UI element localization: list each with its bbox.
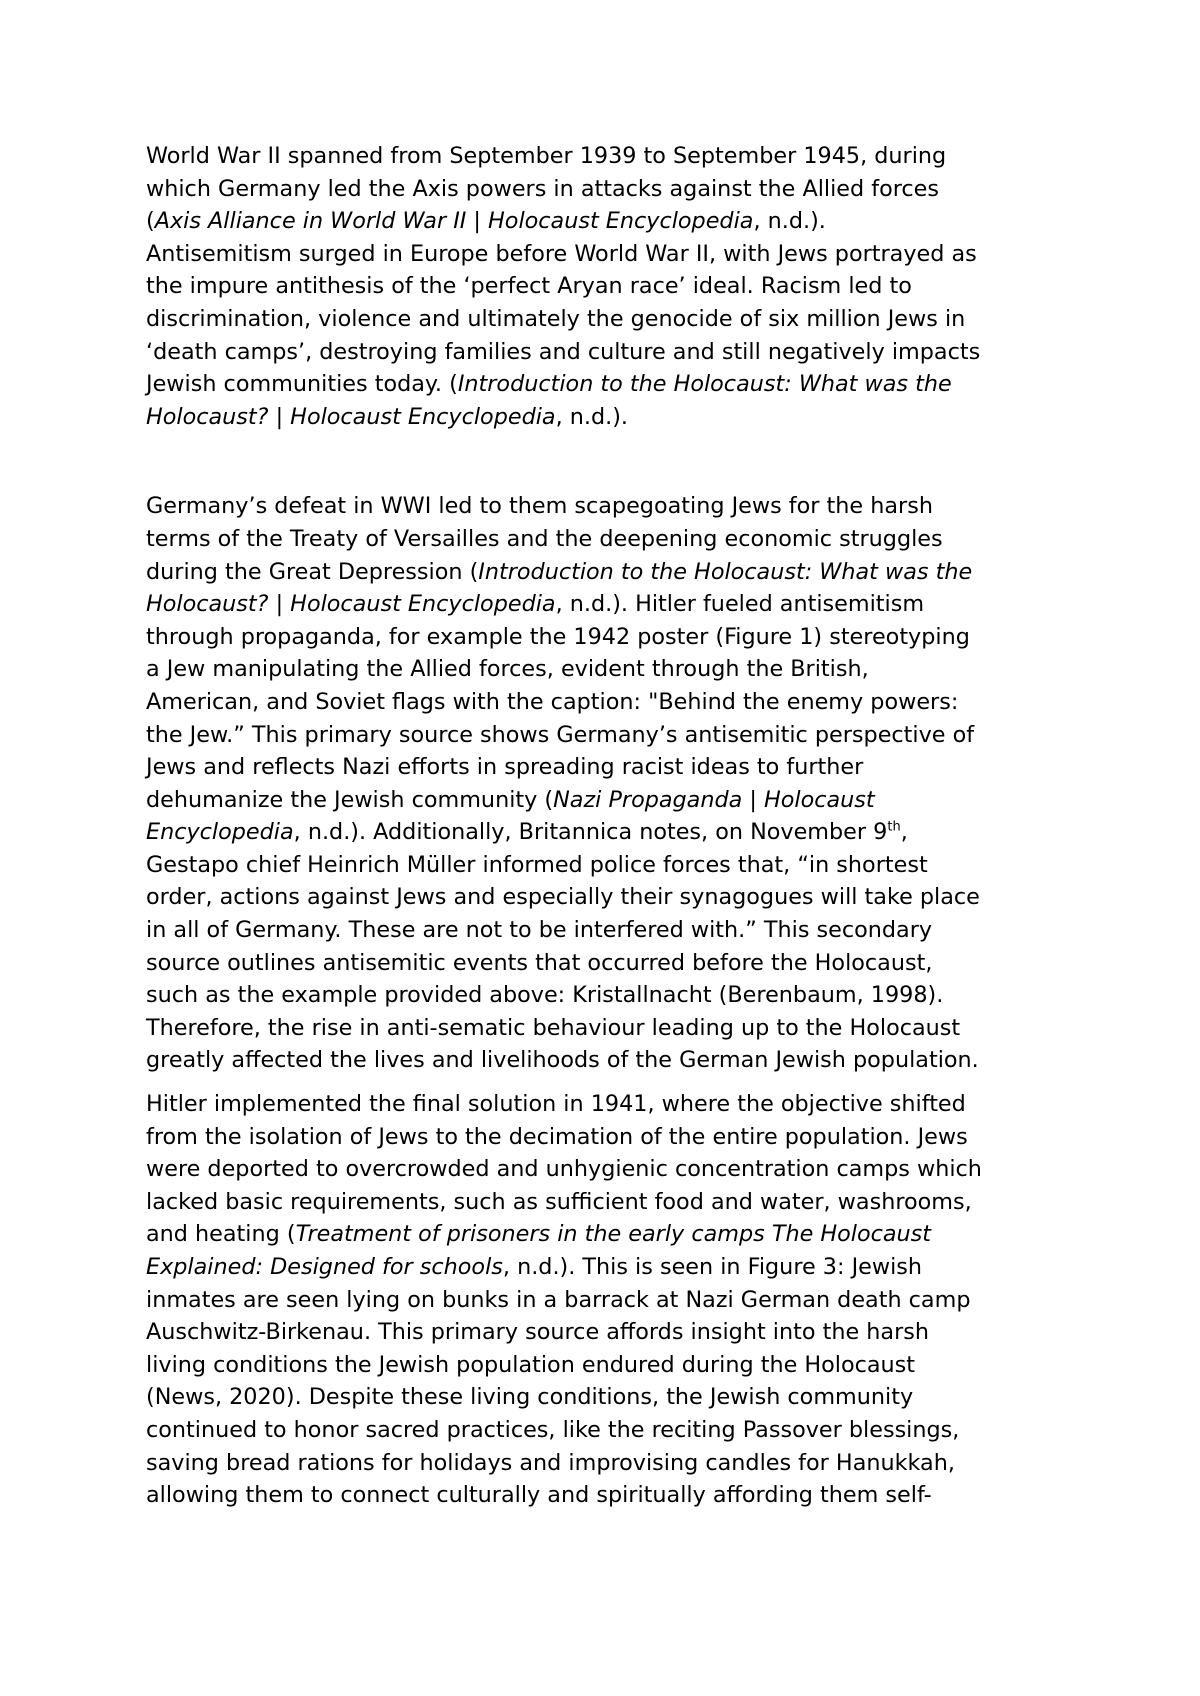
text-line xyxy=(146,1088,1076,1121)
text-line xyxy=(146,1121,1076,1154)
text-run: Gestapo chief Heinrich Müller informed police forces that, “in shortest xyxy=(146,851,928,878)
text-line xyxy=(146,205,1076,238)
text-run: were deported to overcrowded and unhygienic concentration camps which xyxy=(146,1156,982,1183)
citation-title: Treatment of prisoners in the early camps The Holocaust xyxy=(295,1221,932,1248)
superscript: th xyxy=(887,819,901,835)
text-line xyxy=(146,1316,1076,1349)
text-line xyxy=(146,621,1076,654)
text-line xyxy=(146,881,1076,914)
text-run: source outlines antisemitic events that occurred before the Holocaust, xyxy=(146,949,933,976)
citation-title: Encyclopedia xyxy=(146,819,294,846)
text-line xyxy=(146,947,1076,980)
paragraph-1 xyxy=(146,140,1076,433)
text-run: during the Great Depression ( xyxy=(146,558,479,585)
text-line xyxy=(146,401,1076,434)
text-line xyxy=(146,1044,1076,1077)
text-line xyxy=(146,1251,1076,1284)
citation-title: Holocaust? | Holocaust Encyclopedia xyxy=(146,591,556,618)
text-line xyxy=(146,490,1076,523)
citation-title: Introduction to the Holocaust: What was the xyxy=(478,558,973,585)
text-run: saving bread rations for holidays and improvising candles for Hanukkah, xyxy=(146,1449,955,1476)
text-run: and heating ( xyxy=(146,1221,296,1248)
text-line xyxy=(146,751,1076,784)
text-line xyxy=(146,588,1076,621)
text-line xyxy=(146,979,1076,1012)
text-run: Jews and reflects Nazi efforts in spreading racist ideas to further xyxy=(146,754,864,781)
citation-title: Explained: Designed for schools xyxy=(146,1254,503,1280)
text-run: inmates are seen lying on bunks in a barrack at Nazi German death camp xyxy=(146,1286,971,1313)
paragraph-2 xyxy=(146,490,1076,1077)
text-line xyxy=(146,1218,1076,1251)
text-run: Antisemitism surged in Europe before World War II, with Jews portrayed as xyxy=(146,240,977,267)
text-run: ‘death camps’, destroying families and culture and still negatively impacts xyxy=(146,338,981,365)
text-run: allowing them to connect culturally and spiritually affording them self- xyxy=(146,1482,932,1509)
text-run: such as the example provided above: Kristallnacht (Berenbaum, 1998). xyxy=(146,982,944,1009)
text-run: in all of Germany. These are not to be interfered with.” This secondary xyxy=(146,917,933,944)
text-run: lacked basic requirements, such as sufficient food and water, washrooms, xyxy=(146,1188,972,1215)
text-line xyxy=(146,914,1076,947)
text-run: through propaganda, for example the 1942 poster (Figure 1) stereotyping xyxy=(146,623,970,650)
text-line xyxy=(146,1153,1076,1186)
text-run: Jewish communities today. ( xyxy=(146,371,458,398)
text-line xyxy=(146,686,1076,719)
text-run: the Jew.” This primary source shows Germany’s antisemitic perspective of xyxy=(146,721,975,748)
text-line xyxy=(146,1414,1076,1447)
text-line xyxy=(146,523,1076,556)
text-run: continued to honor sacred practices, like the reciting Passover blessings, xyxy=(146,1416,960,1443)
text-run: greatly affected the lives and livelihoods of the German Jewish population. xyxy=(146,1047,979,1074)
citation-title: Introduction to the Holocaust: What was the xyxy=(457,371,952,398)
text-line xyxy=(146,849,1076,882)
text-line xyxy=(146,556,1076,589)
text-run: Hitler implemented the final solution in 1941, where the objective shifted xyxy=(146,1091,966,1118)
text-run: American, and Soviet flags with the caption: "Behind the enemy powers: xyxy=(146,688,959,715)
text-line xyxy=(146,816,1076,849)
text-run: Germany’s defeat in WWI led to them scapegoating Jews for the harsh xyxy=(146,493,933,520)
text-line xyxy=(146,1479,1076,1512)
text-run: from the isolation of Jews to the decimation of the entire population. Jews xyxy=(146,1123,968,1150)
text-line xyxy=(146,173,1076,206)
text-run: (News, 2020). Despite these living conditions, the Jewish community xyxy=(146,1384,914,1411)
text-run: World War II spanned from September 1939 to September 1945, during xyxy=(146,143,947,169)
citation-title: Holocaust? | Holocaust Encyclopedia xyxy=(146,403,556,430)
text-line xyxy=(146,336,1076,369)
text-run: , n.d.). This is seen in Figure 3: Jewish xyxy=(502,1254,923,1280)
text-run: a Jew manipulating the Allied forces, evident through the British, xyxy=(146,656,869,683)
text-line xyxy=(146,1012,1076,1045)
text-line xyxy=(146,719,1076,752)
text-line xyxy=(146,270,1076,303)
document-page xyxy=(146,140,1076,1512)
text-line xyxy=(146,303,1076,336)
text-run: discrimination, violence and ultimately the genocide of six million Jews in xyxy=(146,305,966,332)
text-run: , n.d.). Additionally, Britannica notes, on November 9 xyxy=(293,819,888,846)
paragraph-spacer xyxy=(146,1077,1076,1088)
text-line xyxy=(146,368,1076,401)
text-line xyxy=(146,1284,1076,1317)
text-line xyxy=(146,1186,1076,1219)
text-line xyxy=(146,238,1076,271)
text-run: ( xyxy=(146,208,155,235)
citation-title: Axis Alliance in World War II | Holocaust Encyclopedia xyxy=(154,208,754,235)
text-run: living conditions the Jewish population endured during the Holocaust xyxy=(146,1351,916,1378)
text-run: which Germany led the Axis powers in attacks against the Allied forces xyxy=(146,175,939,202)
text-run: , n.d.). xyxy=(555,403,628,430)
paragraph-spacer xyxy=(146,433,1076,490)
text-run: terms of the Treaty of Versailles and the deepening economic struggles xyxy=(146,525,943,552)
text-run: dehumanize the Jewish community ( xyxy=(146,786,554,813)
text-line xyxy=(146,784,1076,817)
text-line xyxy=(146,140,1076,173)
text-line xyxy=(146,653,1076,686)
paragraph-3 xyxy=(146,1088,1076,1512)
text-line xyxy=(146,1381,1076,1414)
text-run: the impure antithesis of the ‘perfect Aryan race’ ideal. Racism led to xyxy=(146,273,912,300)
text-line xyxy=(146,1349,1076,1382)
text-run: , xyxy=(900,819,908,846)
text-run: Therefore, the rise in anti-sematic behaviour leading up to the Holocaust xyxy=(146,1014,961,1041)
text-line xyxy=(146,1447,1076,1480)
citation-title: Nazi Propaganda | Holocaust xyxy=(553,786,875,813)
text-run: Auschwitz-Birkenau. This primary source affords insight into the harsh xyxy=(146,1319,929,1346)
text-run: , n.d.). xyxy=(753,208,826,235)
text-run: order, actions against Jews and especially their synagogues will take place xyxy=(146,884,980,911)
text-run: , n.d.). Hitler fueled antisemitism xyxy=(555,591,925,618)
